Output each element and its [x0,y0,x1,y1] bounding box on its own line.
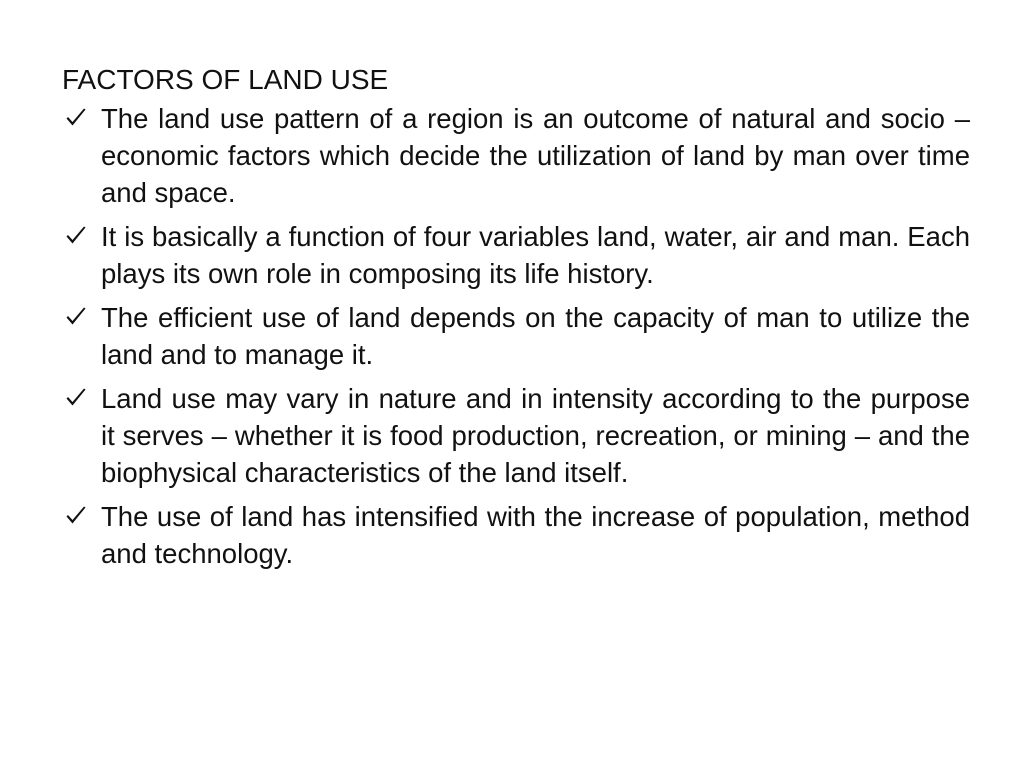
checkmark-icon [64,386,88,410]
checkmark-icon [64,106,88,130]
bullet-list [62,100,970,572]
bullet-text: The land use pattern of a region is an outcome of natural and socio – economic factors which decide the utilization of land by man over time and space. [101,103,970,208]
bullet-item [62,498,970,572]
bullet-item [62,218,970,292]
slide-title: FACTORS OF LAND USE [62,64,389,95]
bullet-item [62,380,970,491]
checkmark-icon [64,504,88,528]
bullet-item [62,100,970,211]
bullet-text: The efficient use of land depends on the capacity of man to utilize the land and to manage it. [101,302,970,370]
checkmark-icon [64,224,88,248]
bullet-item [62,299,970,373]
bullet-text: Land use may vary in nature and in intensity according to the purpose it serves – whether it is food production, recreation, or mining – and the biophysical characteristics of the land itself. [101,383,970,488]
bullet-text: It is basically a function of four variables land, water, air and man. Each plays its own role in composing its life history. [101,221,970,289]
checkmark-icon [64,305,88,329]
bullet-text: The use of land has intensified with the increase of population, method and technology. [101,501,970,569]
